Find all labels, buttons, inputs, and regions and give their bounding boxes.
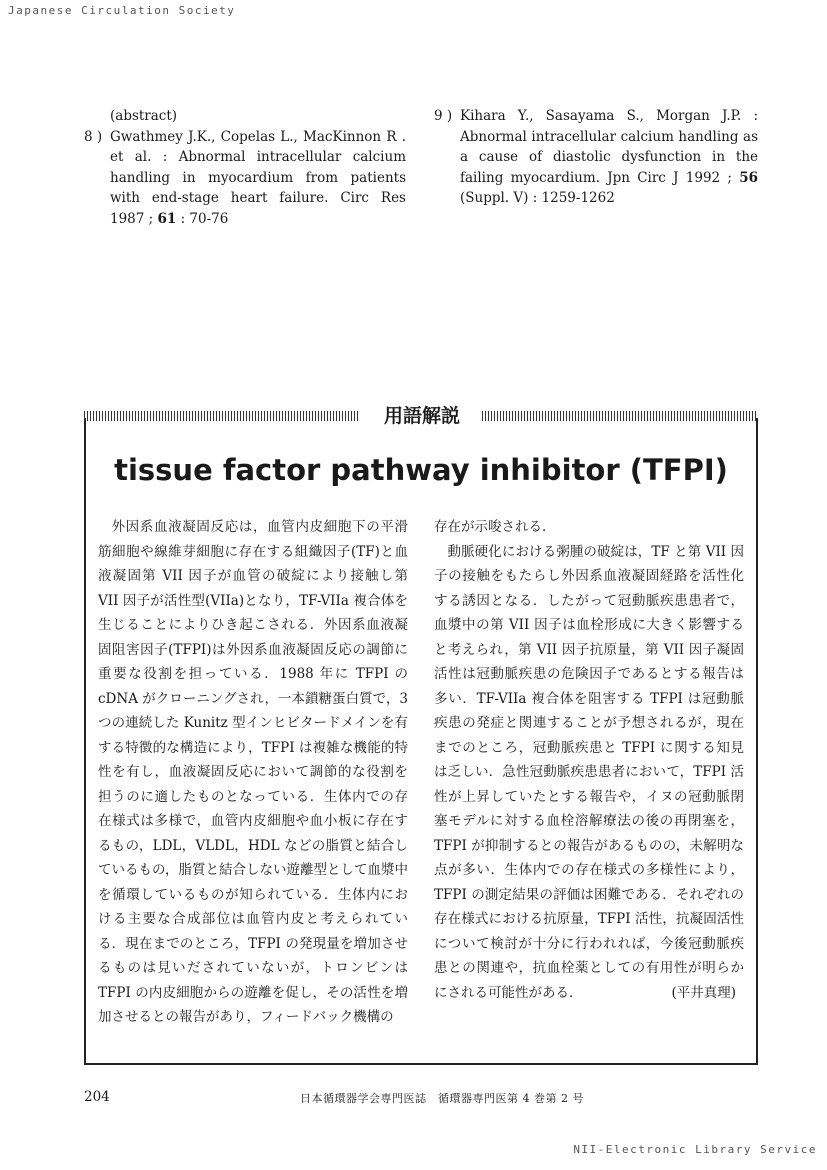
reference-number: 9 ) [434,108,453,124]
reference-volume: 61 [157,210,177,227]
glossary-author: (平井真理) [671,984,736,1001]
hatch-rule-right [482,411,758,421]
reference-text: Kihara Y., Sasayama S., Morgan J.P. : Abnormal intracellular calcium handling as a cause of diastolic dysfunction in the failing myocardium. Jpn Circ J 1992 ; 56 (Suppl. V) : 1259-1262 [460,108,758,206]
reference-volume: 56 [739,169,758,186]
glossary-paragraph: 動脈硬化における粥腫の破綻は，TF と第 VII 因子の接触をもたらし外因系血液凝固経路を活性化する誘因となる．したがって冠動脈疾患患者で，血漿中の第 VII 因子は血栓形成に大きく影響すると考えられ，第 VII 因子抗原量，第 VII 因子凝固活性は冠動脈疾患の危険因子であるとする報告は多い．TF-VIIa 複合体を阻害する TFPI は冠動脈疾患の発症と関連することが予想されるが，現在までのところ，冠動脈疾患と TFPI に関する知見は乏しい．急性冠動脈疾患患者において，TFPI 活性が上昇していたとする報告や，イヌの冠動脈閉塞モデルに対する血栓溶解療法の後の再閉塞を，TFPI が抑制するとの報告があるものの，未解明な点が多い．生体内での存在様式の多様性により，TFPI の測定結果の評価は困難である．それぞれの存在様式における抗原量，TFPI 活性，抗凝固活性について検討が十分に行われれば，今後冠動脈疾患との関連や，抗血栓薬としての有用性が明らかにされる可能性がある． (平井真理) [434,540,744,1006]
glossary-paragraph-continuation: 存在が示唆される． [434,519,556,535]
reference-text: Gwathmey J.K., Copelas L., MacKinnon R . et al. : Abnormal intracellular calcium handling in myocardium from patients with end-stage heart failure. Circ Res 1987 ; 61 : 70-76 [110,128,406,227]
society-header: Japanese Circulation Society [8,4,236,17]
reference-9 [434,106,758,209]
glossary-left-column [98,515,408,1030]
reference-8 [84,127,406,230]
reference-number: 8 ) [84,128,103,145]
hatch-rule-left [84,411,360,421]
references-right-column [434,106,758,209]
page-number: 204 [84,1089,110,1105]
references-left-column [84,106,406,229]
glossary-right-column [434,515,744,1005]
glossary-section-title: 用語解説 [383,405,460,427]
glossary-term-title: tissue factor pathway inhibitor (TFPI) [114,453,728,487]
glossary-header [84,404,760,428]
library-footer: NII-Electronic Library Service [573,1143,817,1156]
journal-footer: 日本循環器学会専門医誌 循環器専門医第 4 巻第 2 号 [300,1092,584,1105]
glossary-paragraph: 外因系血液凝固反応は，血管内皮細胞下の平滑筋細胞や線維芽細胞に存在する組織因子(TF)と血液凝固第 VII 因子が血管の破綻により接触し第 VII 因子が活性型(VIIa)となり，TF-VIIa 複合体を生じることによりひき起こされる．外因系血液凝固阻害因子(TFPI)は外因系血液凝固反応の調節に重要な役割を担っている．1988 年に TFPI の cDNA がクローニングされ，一本鎖糖蛋白質で，3 つの連続した Kunitz 型インヒビタードメインを有する特徴的な構造により，TFPI は複雑な機能的特性を有し，血液凝固反応において調節的な役割を担うのに適したものとなっている．生体内での存在様式は多様で，血管内皮細胞や血小板に存在するもの，LDL，VLDL，HDL などの脂質と結合しているもの，脂質と結合しない遊離型として血漿中を循環しているものが知られている．生体内における主要な合成部位は血管内皮と考えられている．現在までのところ，TFPI の発現量を増加させるものは見いだされていないが，トロンビンは TFPI の内皮細胞からの遊離を促し，その活性を増加させるとの報告があり，フィードバック機構の [98,519,408,1025]
reference-continuation: (abstract) [110,108,178,124]
